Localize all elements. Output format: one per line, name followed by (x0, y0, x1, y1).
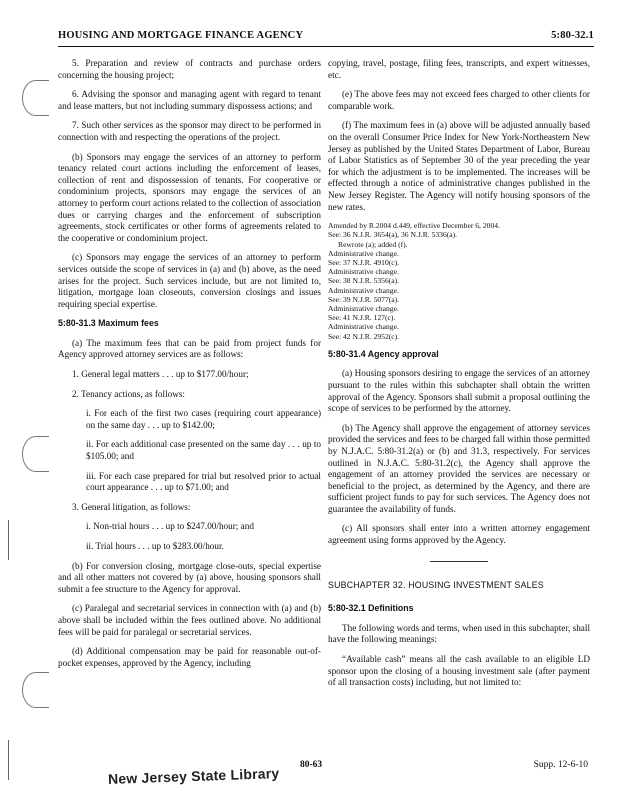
history-line: Administrative change. (328, 267, 399, 277)
header-rule (58, 46, 594, 47)
paragraph: (e) The above fees may not exceed fees charged to other clients for comparable work. (328, 89, 590, 111)
history-line: Rewrote (a); added (f). (338, 239, 408, 249)
left-column (58, 58, 321, 677)
history-line: See: 41 N.J.R. 127(c). (328, 313, 396, 323)
list-item: i. For each of the first two cases (requiring court appearance) on the same day . . . up to $142.00; (86, 408, 321, 430)
list-item: 1. General legal matters . . . up to $177.00/hour; (72, 369, 249, 380)
paragraph: (a) The maximum fees that can be paid from project funds for Agency approved attorney services are as follows: (58, 337, 321, 360)
paragraph: “Available cash” means all the cash available to an eligible LD sponsor upon the closing of a housing investment sale (after payment of all transaction costs) including, but not limited to: (328, 654, 590, 688)
punch-hole-mark (22, 436, 49, 472)
paragraph: The following words and terms, when used in this subchapter, shall have the following meanings: (328, 622, 590, 645)
history-line: See: 38 N.J.R. 5356(a). (328, 276, 400, 286)
paragraph: (d) Additional compensation may be paid for reasonable out-of-pocket expenses, approved by the Agency, including (58, 646, 321, 668)
list-item: ii. For each additional case presented on the same day . . . up to $105.00; and (86, 439, 321, 462)
history-line: Administrative change. (328, 285, 399, 295)
history-line: See: 42 N.J.R. 2952(c). (328, 331, 400, 341)
section-heading: 5:80-31.3 Maximum fees (58, 318, 159, 329)
paragraph: 7. Such other services as the sponsor may direct to be performed in connection with and respecting the operations of the project. (58, 120, 321, 142)
paragraph: (f) The maximum fees in (a) above will be adjusted annually based on the overall Consumer Price Index for New York-Northeastern New Jersey as published by the United States Department of Labor, Bureau of Labor Statistics as of September 30 of the year preceding the year for which the adjustment is to be implemented. The increases will be effected through a notice of administrative changes published in the New Jersey Register. The Agency will notify housing sponsors of the new rates. (328, 120, 590, 212)
list-item: 2. Tenancy actions, as follows: (72, 388, 185, 399)
paragraph: copying, travel, postage, filing fees, transcripts, and expert witnesses, etc. (328, 58, 590, 80)
section-heading: 5:80-31.4 Agency approval (328, 348, 439, 359)
paragraph: 6. Advising the sponsor and managing agent with regard to tenant and lease matters, but not including summary dispossess actions; and (58, 89, 321, 111)
paragraph: (b) The Agency shall approve the engagement of attorney services provided the services and fees to be charged fall within those permitted by N.J.A.C. 5:80-31.2(a) or (b) and 31.3, respectively. For services outlined in N.J.A.C. 5:80-31.2(c), the Agency shall approve the engagement of an attorney provided the services are necessary or beneficial to the project, as determined by the Agency, and there are sufficient project funds to pay for such services. The Agency does not guarantee the availability of funds. (328, 422, 590, 514)
paragraph: (c) Sponsors may engage the services of an attorney to perform services outside the scope of services in (a) and (b) above, as the need arises for the project. Such services include, but are not limited to, litigation, mortgage loan closeouts, conversion closings and issues requiring special expertise. (58, 252, 321, 309)
subchapter-heading: SUBCHAPTER 32. HOUSING INVESTMENT SALES (328, 579, 544, 590)
paragraph: (c) Paralegal and secretarial services in connection with (a) and (b) above shall be included within the fees outlined above. No additional fees will be paid for paralegal or secretarial services. (58, 603, 321, 637)
library-stamp: New Jersey State Library (107, 765, 280, 787)
header-section-number: 5:80-32.1 (551, 30, 594, 41)
history-line: Amended by R.2004 d.449, effective December 6, 2004. (328, 221, 500, 231)
punch-hole-mark (22, 672, 49, 708)
paragraph: (b) For conversion closing, mortgage close-outs, special expertise and all other matters not covered by (a) above, housing sponsors shall submit a fee structure to the Agency for approval. (58, 560, 321, 594)
history-line: Administrative change. (328, 303, 399, 313)
paragraph: (a) Housing sponsors desiring to engage the services of an attorney pursuant to the rules within this subchapter shall obtain the written approval of the Agency. Sponsors shall submit a proposal outlining the scope of services to be performed by the attorney. (328, 368, 590, 414)
page-number: 80-63 (300, 760, 323, 770)
supplement-date: Supp. 12-6-10 (533, 760, 588, 770)
history-line: See: 36 N.J.R. 3654(a), 36 N.J.R. 5336(a). (328, 230, 458, 240)
right-column (328, 58, 590, 697)
section-heading: 5:80-32.1 Definitions (328, 603, 414, 614)
paragraph: (b) Sponsors may engage the services of an attorney to perform tenancy related court actions including the enforcement of leases, collection of rent and dispossession of tenants. For cooperative or condominium projects, sponsors may engage the services of an attorney to perform court actions related to the collection of association dues or carrying charges and the enforcement of subscription agreements, stock certificates or other forms of agreements related to the cooperative or condominium project. (58, 151, 321, 243)
section-divider (430, 561, 488, 562)
list-item: ii. Trial hours . . . up to $283.00/hour. (86, 541, 224, 551)
list-item: i. Non-trial hours . . . up to $247.00/hour; and (86, 521, 254, 532)
margin-scan-mark (8, 520, 9, 560)
history-line: See: 37 N.J.R. 4910(c). (328, 257, 400, 267)
list-item: iii. For each case prepared for trial but resolved prior to actual court appearance . . . up to $71.00; and (86, 470, 321, 493)
running-header (58, 30, 594, 46)
paragraph: (c) All sponsors shall enter into a written attorney engagement agreement using forms approved by the Agency. (328, 523, 590, 546)
paragraph: 5. Preparation and review of contracts and purchase orders concerning the housing project; (58, 58, 321, 80)
margin-scan-mark (8, 740, 9, 780)
history-notes (328, 221, 590, 341)
punch-hole-mark (22, 80, 49, 116)
history-line: See: 39 N.J.R. 5077(a). (328, 294, 400, 304)
header-title: HOUSING AND MORTGAGE FINANCE AGENCY (58, 30, 304, 41)
history-line: Administrative change. (328, 248, 399, 258)
history-line: Administrative change. (328, 322, 399, 332)
list-item: 3. General litigation, as follows: (72, 501, 191, 512)
